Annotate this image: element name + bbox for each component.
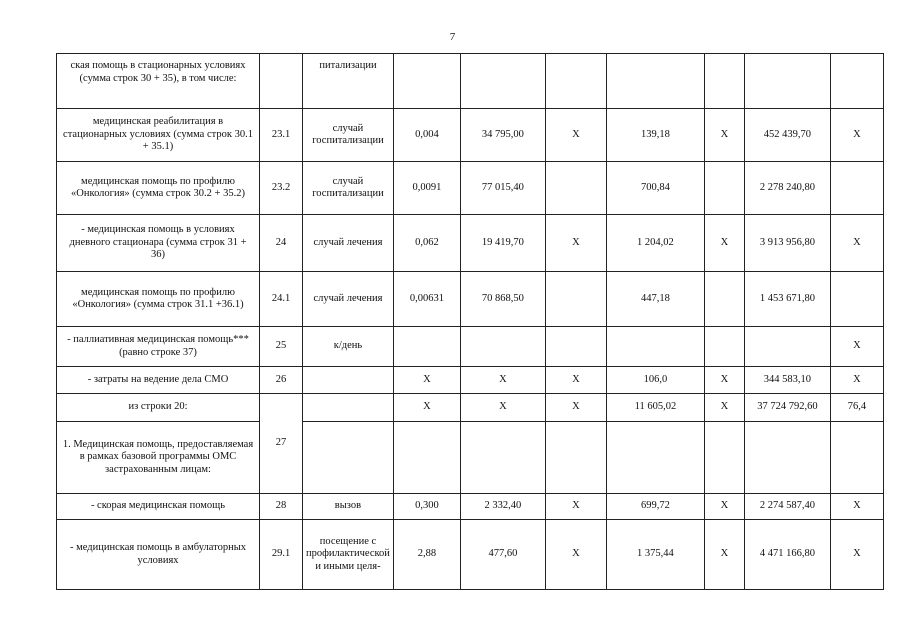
row-cost: [460, 422, 545, 494]
row-norm: 0,062: [393, 215, 460, 272]
table-row: [57, 272, 884, 327]
row-c7: 700,84: [606, 162, 704, 215]
row-c7: [606, 422, 704, 494]
row-c8: [704, 162, 744, 215]
row-unit: случай госпитализации: [303, 162, 394, 215]
row-c10: [830, 162, 883, 215]
row-c7: [606, 54, 704, 109]
row-unit: [303, 367, 394, 394]
row-c8: X: [704, 367, 744, 394]
row-cost: 19 419,70: [460, 215, 545, 272]
row-unit: [303, 422, 394, 494]
row-c6: X: [545, 109, 606, 162]
row-c10: X: [830, 215, 883, 272]
row-c9: 452 439,70: [744, 109, 830, 162]
row-c10: X: [830, 520, 883, 590]
row-unit: [303, 394, 394, 422]
row-c9: 4 471 166,80: [744, 520, 830, 590]
table-row: [57, 422, 884, 494]
row-unit: питализации: [303, 54, 394, 109]
row-c7: 139,18: [606, 109, 704, 162]
row-c8: X: [704, 394, 744, 422]
row-norm: X: [393, 367, 460, 394]
row-norm: 0,300: [393, 494, 460, 520]
row-name: - медицинская помощь в амбулаторных условиях: [57, 520, 260, 590]
row-c7: [606, 327, 704, 367]
row-c8: X: [704, 494, 744, 520]
row-c9: [744, 422, 830, 494]
row-c9: 3 913 956,80: [744, 215, 830, 272]
row-c10: [830, 54, 883, 109]
row-name: - скорая медицинская помощь: [57, 494, 260, 520]
row-c6: [545, 422, 606, 494]
row-line: 28: [260, 494, 303, 520]
table-row: [57, 215, 884, 272]
row-c10: X: [830, 327, 883, 367]
row-cost: 2 332,40: [460, 494, 545, 520]
row-name: 1. Медицинская помощь, предоставляемая в рамках базовой программы ОМС застрахованным лицам:: [57, 422, 260, 494]
row-name: - медицинская помощь в условиях дневного стационара (сумма строк 31 + 36): [57, 215, 260, 272]
row-c10: X: [830, 494, 883, 520]
row-name: - затраты на ведение дела СМО: [57, 367, 260, 394]
row-c6: [545, 272, 606, 327]
row-c6: X: [545, 215, 606, 272]
row-c6: X: [545, 367, 606, 394]
row-c6: X: [545, 394, 606, 422]
table-row: [57, 327, 884, 367]
row-name: медицинская помощь по профилю «Онкология» (сумма строк 30.2 + 35.2): [57, 162, 260, 215]
row-unit: вызов: [303, 494, 394, 520]
row-cost: [460, 327, 545, 367]
row-c10: [830, 272, 883, 327]
row-c9: [744, 327, 830, 367]
row-name: медицинская помощь по профилю «Онкология» (сумма строк 31.1 +36.1): [57, 272, 260, 327]
table-row: [57, 520, 884, 590]
row-c10: 76,4: [830, 394, 883, 422]
row-norm: 0,00631: [393, 272, 460, 327]
row-norm: [393, 327, 460, 367]
row-c8: X: [704, 215, 744, 272]
row-line: 25: [260, 327, 303, 367]
row-cost: [460, 54, 545, 109]
row-norm: [393, 422, 460, 494]
row-c7: 699,72: [606, 494, 704, 520]
row-line: [260, 54, 303, 109]
table-row: [57, 494, 884, 520]
row-c10: X: [830, 109, 883, 162]
row-name: - паллиативная медицинская помощь*** (равно строке 37): [57, 327, 260, 367]
row-unit: случай госпитализации: [303, 109, 394, 162]
row-cost: X: [460, 367, 545, 394]
row-line: 29.1: [260, 520, 303, 590]
row-c9: 1 453 671,80: [744, 272, 830, 327]
table-row: [57, 54, 884, 109]
row-c7: 106,0: [606, 367, 704, 394]
row-c9: 344 583,10: [744, 367, 830, 394]
row-c7: 447,18: [606, 272, 704, 327]
table-row: [57, 394, 884, 422]
row-norm: 0,004: [393, 109, 460, 162]
row-norm: X: [393, 394, 460, 422]
row-c7: 11 605,02: [606, 394, 704, 422]
row-c7: 1 375,44: [606, 520, 704, 590]
row-cost: 77 015,40: [460, 162, 545, 215]
row-line: 24: [260, 215, 303, 272]
row-line: 27: [260, 394, 303, 494]
row-cost: 70 868,50: [460, 272, 545, 327]
row-line: 24.1: [260, 272, 303, 327]
row-unit: к/день: [303, 327, 394, 367]
row-c6: [545, 54, 606, 109]
row-name: ская помощь в стационарных условиях (сумма строк 30 + 35), в том числе:: [57, 54, 260, 109]
row-c10: X: [830, 367, 883, 394]
row-c6: [545, 327, 606, 367]
row-name: из строки 20:: [57, 394, 260, 422]
row-c9: 2 278 240,80: [744, 162, 830, 215]
row-line: 23.1: [260, 109, 303, 162]
row-line: 26: [260, 367, 303, 394]
row-norm: 0,0091: [393, 162, 460, 215]
row-cost: 477,60: [460, 520, 545, 590]
table-row: [57, 109, 884, 162]
row-c8: [704, 327, 744, 367]
row-c8: [704, 54, 744, 109]
row-unit: случай лечения: [303, 272, 394, 327]
budget-table: [56, 53, 884, 590]
row-c6: [545, 162, 606, 215]
row-c8: [704, 272, 744, 327]
table-row: [57, 367, 884, 394]
row-cost: X: [460, 394, 545, 422]
page-number: 7: [449, 31, 456, 43]
row-c8: [704, 422, 744, 494]
row-c8: X: [704, 520, 744, 590]
row-unit: посещение с профилактической и иными целя-: [303, 520, 394, 590]
row-c9: [744, 54, 830, 109]
table-row: [57, 162, 884, 215]
row-norm: [393, 54, 460, 109]
row-c6: X: [545, 520, 606, 590]
row-c6: X: [545, 494, 606, 520]
row-c10: [830, 422, 883, 494]
row-name: медицинская реабилитация в стационарных условиях (сумма строк 30.1 + 35.1): [57, 109, 260, 162]
row-line: 23.2: [260, 162, 303, 215]
row-c9: 37 724 792,60: [744, 394, 830, 422]
row-norm: 2,88: [393, 520, 460, 590]
row-c7: 1 204,02: [606, 215, 704, 272]
row-c9: 2 274 587,40: [744, 494, 830, 520]
row-c8: X: [704, 109, 744, 162]
row-unit: случай лечения: [303, 215, 394, 272]
row-cost: 34 795,00: [460, 109, 545, 162]
